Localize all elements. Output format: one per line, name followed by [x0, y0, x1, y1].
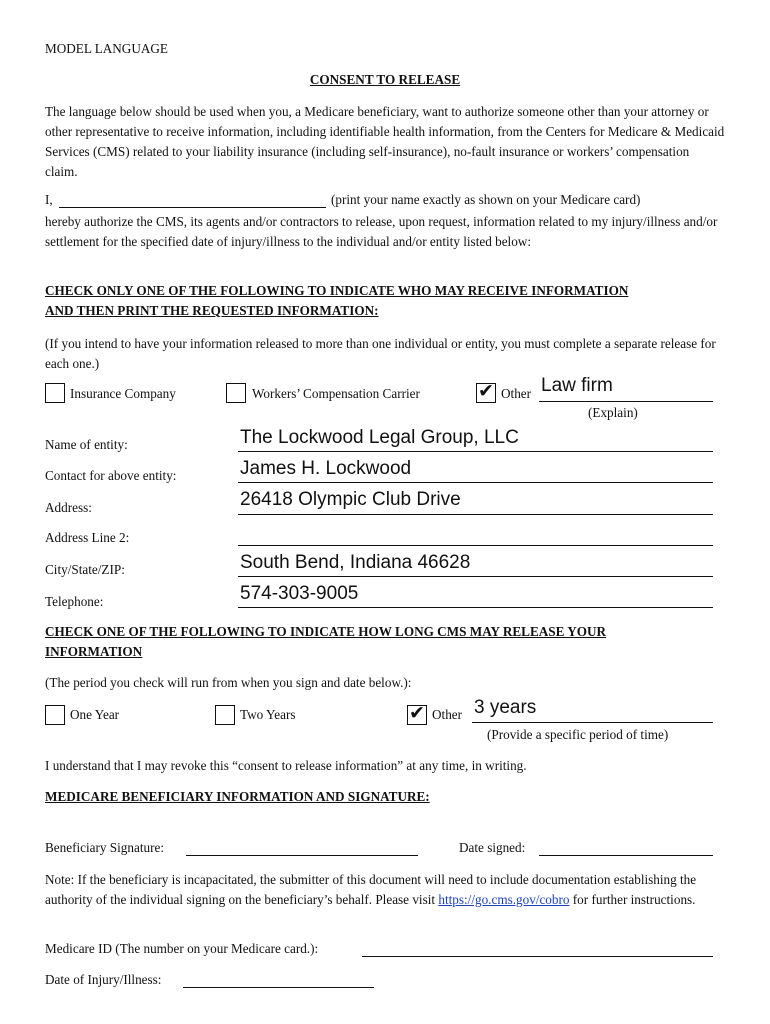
city-state-zip-value[interactable]: South Bend, Indiana 46628 [240, 552, 471, 573]
revoke-statement: I understand that I may revoke this “consent to release information” at any time, in writing. [45, 758, 527, 773]
address-2-line [238, 545, 713, 546]
two-years-checkbox[interactable] [215, 705, 235, 725]
address-2-label: Address Line 2: [45, 530, 130, 545]
incapacitated-note [45, 870, 715, 910]
intro-paragraph: The language below should be used when you, a Medicare beneficiary, want to authorize someone other than your attorney or other representative to receive information, including identifiable health information, from the Centers for Medicare & Medicaid Services (CMS) related to your liability insurance (including self-insurance), no-fault insurance or workers’ compensation claim. [45, 104, 725, 179]
recipient-heading-2: AND THEN PRINT THE REQUESTED INFORMATION: [45, 303, 379, 318]
telephone-line [238, 607, 713, 608]
recipient-heading-1: CHECK ONLY ONE OF THE FOLLOWING TO INDICATE WHO MAY RECEIVE INFORMATION [45, 283, 629, 298]
entity-name-value[interactable]: The Lockwood Legal Group, LLC [240, 427, 519, 448]
recipient-other-line [539, 401, 713, 402]
workers-comp-checkbox[interactable] [226, 383, 246, 403]
two-years-label: Two Years [240, 707, 296, 722]
authorization-prefix: I, [45, 192, 53, 207]
authorization-body: hereby authorize the CMS, its agents and/or contractors to release, upon request, information related to my injury/illness and/or settlement for the specified date of injury/illness to the individual and/or entity listed below: [45, 214, 718, 249]
cobro-link[interactable]: https://go.cms.gov/cobro [438, 892, 570, 907]
one-year-label: One Year [70, 707, 120, 722]
one-year-checkbox[interactable] [45, 705, 65, 725]
model-language-label: MODEL LANGUAGE [45, 41, 168, 56]
note-after: for further instructions. [572, 892, 696, 907]
entity-name-label: Name of entity: [45, 437, 128, 452]
telephone-value[interactable]: 574-303-9005 [240, 583, 359, 604]
address-value[interactable]: 26418 Olympic Club Drive [240, 489, 461, 510]
signature-heading: MEDICARE BENEFICIARY INFORMATION AND SIGNATURE: [45, 789, 430, 804]
duration-heading-2: INFORMATION [45, 644, 143, 659]
duration-other-label: Other [432, 707, 463, 722]
signature-label: Beneficiary Signature: [45, 840, 165, 855]
authorization-suffix: (print your name exactly as shown on your Medicare card) [331, 192, 641, 207]
duration-other-checkbox[interactable] [407, 702, 427, 725]
page-title: CONSENT TO RELEASE [309, 72, 461, 87]
injury-date-line[interactable] [183, 987, 374, 988]
city-state-zip-label: City/State/ZIP: [45, 562, 125, 577]
date-signed-label: Date signed: [459, 840, 526, 855]
check-icon: ✔ [409, 702, 425, 724]
beneficiary-name-line[interactable] [59, 207, 326, 208]
recipient-note: (If you intend to have your information released to more than one individual or entity, you must complete a separate release for each one.) [45, 336, 716, 371]
duration-heading-1: CHECK ONE OF THE FOLLOWING TO INDICATE HOW LONG CMS MAY RELEASE YOUR [45, 624, 607, 639]
city-state-zip-line [238, 576, 713, 577]
duration-explain-label: (Provide a specific period of time) [487, 727, 669, 742]
recipient-other-value[interactable]: Law firm [541, 375, 613, 396]
contact-value[interactable]: James H. Lockwood [240, 458, 412, 479]
telephone-label: Telephone: [45, 594, 104, 609]
duration-other-line [472, 722, 713, 723]
contact-label: Contact for above entity: [45, 468, 177, 483]
signature-line[interactable] [186, 855, 418, 856]
duration-other-value[interactable]: 3 years [474, 697, 537, 718]
address-label: Address: [45, 500, 92, 515]
contact-line [238, 482, 713, 483]
medicare-id-line[interactable] [362, 956, 713, 957]
workers-comp-label: Workers’ Compensation Carrier [252, 386, 420, 401]
recipient-explain-label: (Explain) [588, 405, 638, 420]
medicare-id-label: Medicare ID (The number on your Medicare card.): [45, 941, 319, 956]
entity-name-line [238, 451, 713, 452]
date-signed-line[interactable] [539, 855, 713, 856]
injury-date-label: Date of Injury/Illness: [45, 972, 162, 987]
insurance-company-label: Insurance Company [70, 386, 176, 401]
check-icon: ✔ [478, 380, 494, 402]
duration-note: (The period you check will run from when you sign and date below.): [45, 675, 412, 690]
recipient-other-label: Other [501, 386, 532, 401]
note-text: Note: If the beneficiary is incapacitated, the submitter of this document will need to include documentation establishing the authority of the individual signing on the beneficiary’s behalf. Please visit [45, 872, 697, 907]
recipient-other-checkbox[interactable] [476, 380, 496, 403]
insurance-company-checkbox[interactable] [45, 383, 65, 403]
address-line [238, 514, 713, 515]
